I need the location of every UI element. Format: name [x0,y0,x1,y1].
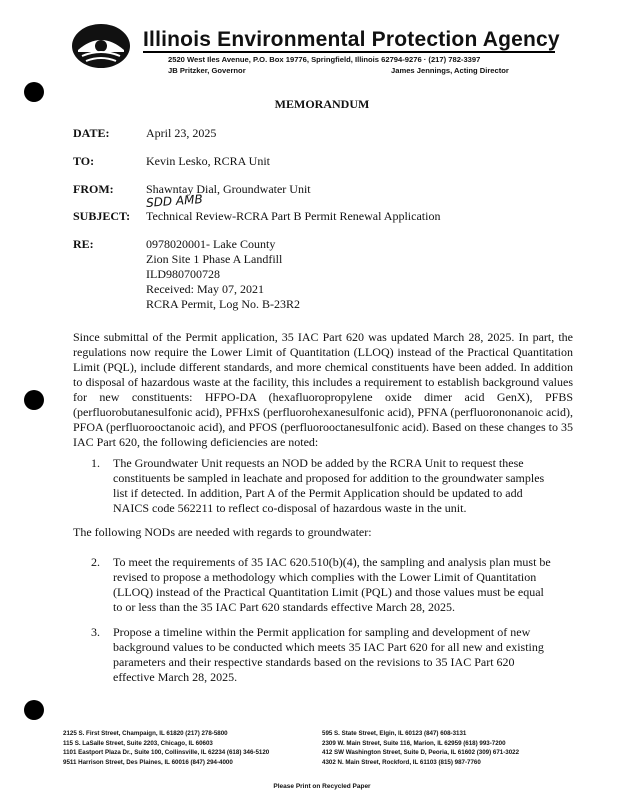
agency-logo-icon [70,22,132,70]
item-number: 1. [91,456,100,470]
intro-paragraph: Since submittal of the Permit application, 35 IAC Part 620 was updated March 28, 2025. In part, the regulations now require the Lower Limit of Quantitation (LLOQ) instead of the Practical Quantitation Limit (PQL), include different standards, and more chemical constituents have been added. In addition to disposal of hazardous waste at the facility, this includes a requirement to establish background values for new constituents: HFPO-DA (hexafluoropropylene oxide dimer acid GenX), PFBS (perfluorobutanesulfonic acid), PFHxS (perfluorohexanesulfonic acid), PFNA (perfluorononanoic acid), PFOA (perfluorooctanoic acid), and PFOS (perfluorooctanesulfonic acid). Based on these changes to 35 IAC Part 620, the following deficiencies are noted: [73,330,573,449]
from-value: Shawntay Dial, Groundwater Unit [146,182,311,196]
punch-hole-bottom [24,700,44,720]
memo-title: MEMORANDUM [274,97,370,111]
agency-address: 2520 West Iles Avenue, P.O. Box 19776, Springfield, Illinois 62794-9276 · (217) 782-3397 [168,55,481,64]
to-value: Kevin Lesko, RCRA Unit [146,154,271,168]
footer-address: 4302 N. Main Street, Rockford, IL 61103 (815) 987-7760 [322,758,481,766]
director-name: James Jennings, Acting Director [391,66,509,75]
recycled-paper-note: Please Print on Recycled Paper [273,783,371,790]
footer-address: 115 S. LaSalle Street, Suite 2203, Chicago, IL 60603 [63,739,213,747]
footer-address: 2125 S. First Street, Champaign, IL 61820 (217) 278-5800 [63,730,228,737]
from-label: FROM: [73,182,114,196]
governor-name: JB Pritzker, Governor [168,66,246,75]
subject-value: Technical Review-RCRA Part B Permit Renewal Application [146,209,441,223]
date-value: April 23, 2025 [146,126,217,140]
re-line: Zion Site 1 Phase A Landfill [146,252,283,266]
punch-hole-middle [24,390,44,410]
footer-addresses-left [63,729,269,767]
footer-addresses-right [322,729,519,767]
footer-address: 595 S. State Street, Elgin, IL 60123 (847) 608-3131 [322,730,467,737]
footer-address: 412 SW Washington Street, Suite D, Peoria, IL 61602 (309) 671-3022 [322,749,520,756]
agency-name: Illinois Environmental Protection Agency [143,28,560,51]
item-number: 2. [91,555,100,569]
re-label: RE: [73,237,94,251]
date-label: DATE: [73,126,110,140]
item-text: Propose a timeline within the Permit application for sampling and development of new background values to be conducted which meets 35 IAC Part 620 for all new and existing parameters and their respective standards based on the revisions to 35 IAC Part 620 effective March 28, 2025. [113,625,544,684]
footer-address: 2309 W. Main Street, Suite 116, Marion, IL 62959 (618) 993-7200 [322,739,506,747]
re-line: Received: May 07, 2021 [146,282,264,296]
footer-address: 9511 Harrison Street, Des Plaines, IL 60016 (847) 294-4000 [63,758,233,766]
footer-address: 1101 Eastport Plaza Dr., Suite 100, Collinsville, IL 62234 (618) 346-5120 [63,749,270,756]
item-text: The Groundwater Unit requests an NOD be added by the RCRA Unit to request these constituents be sampled in leachate and proposed for addition to the groundwater samples list if detected. In addition, Part A of the Permit Application should be updated to add NAICS code 562211 to reflect co-disposal of hazardous waste in the unit. [113,456,545,515]
item-number: 3. [91,625,100,639]
subject-label: SUBJECT: [73,209,131,223]
re-line: 0978020001- Lake County [146,237,276,251]
to-label: TO: [73,154,95,168]
letterhead-rule [143,51,555,53]
item-text: To meet the requirements of 35 IAC 620.510(b)(4), the sampling and analysis plan must be revised to propose a methodology which complies with the Lower Limit of Quantitation (LLOQ) instead of the Practical Quantitation Limit (PQL) and those values must be equal to or less than the 35 IAC Part 620 standards effective March 28, 2025. [113,555,551,614]
re-block [146,237,300,312]
re-line: RCRA Permit, Log No. B-23R2 [146,297,301,311]
handwritten-initials: SDD AMB [145,192,204,210]
nods-intro: The following NODs are needed with regards to groundwater: [73,525,372,539]
re-line: ILD980700728 [146,267,220,281]
